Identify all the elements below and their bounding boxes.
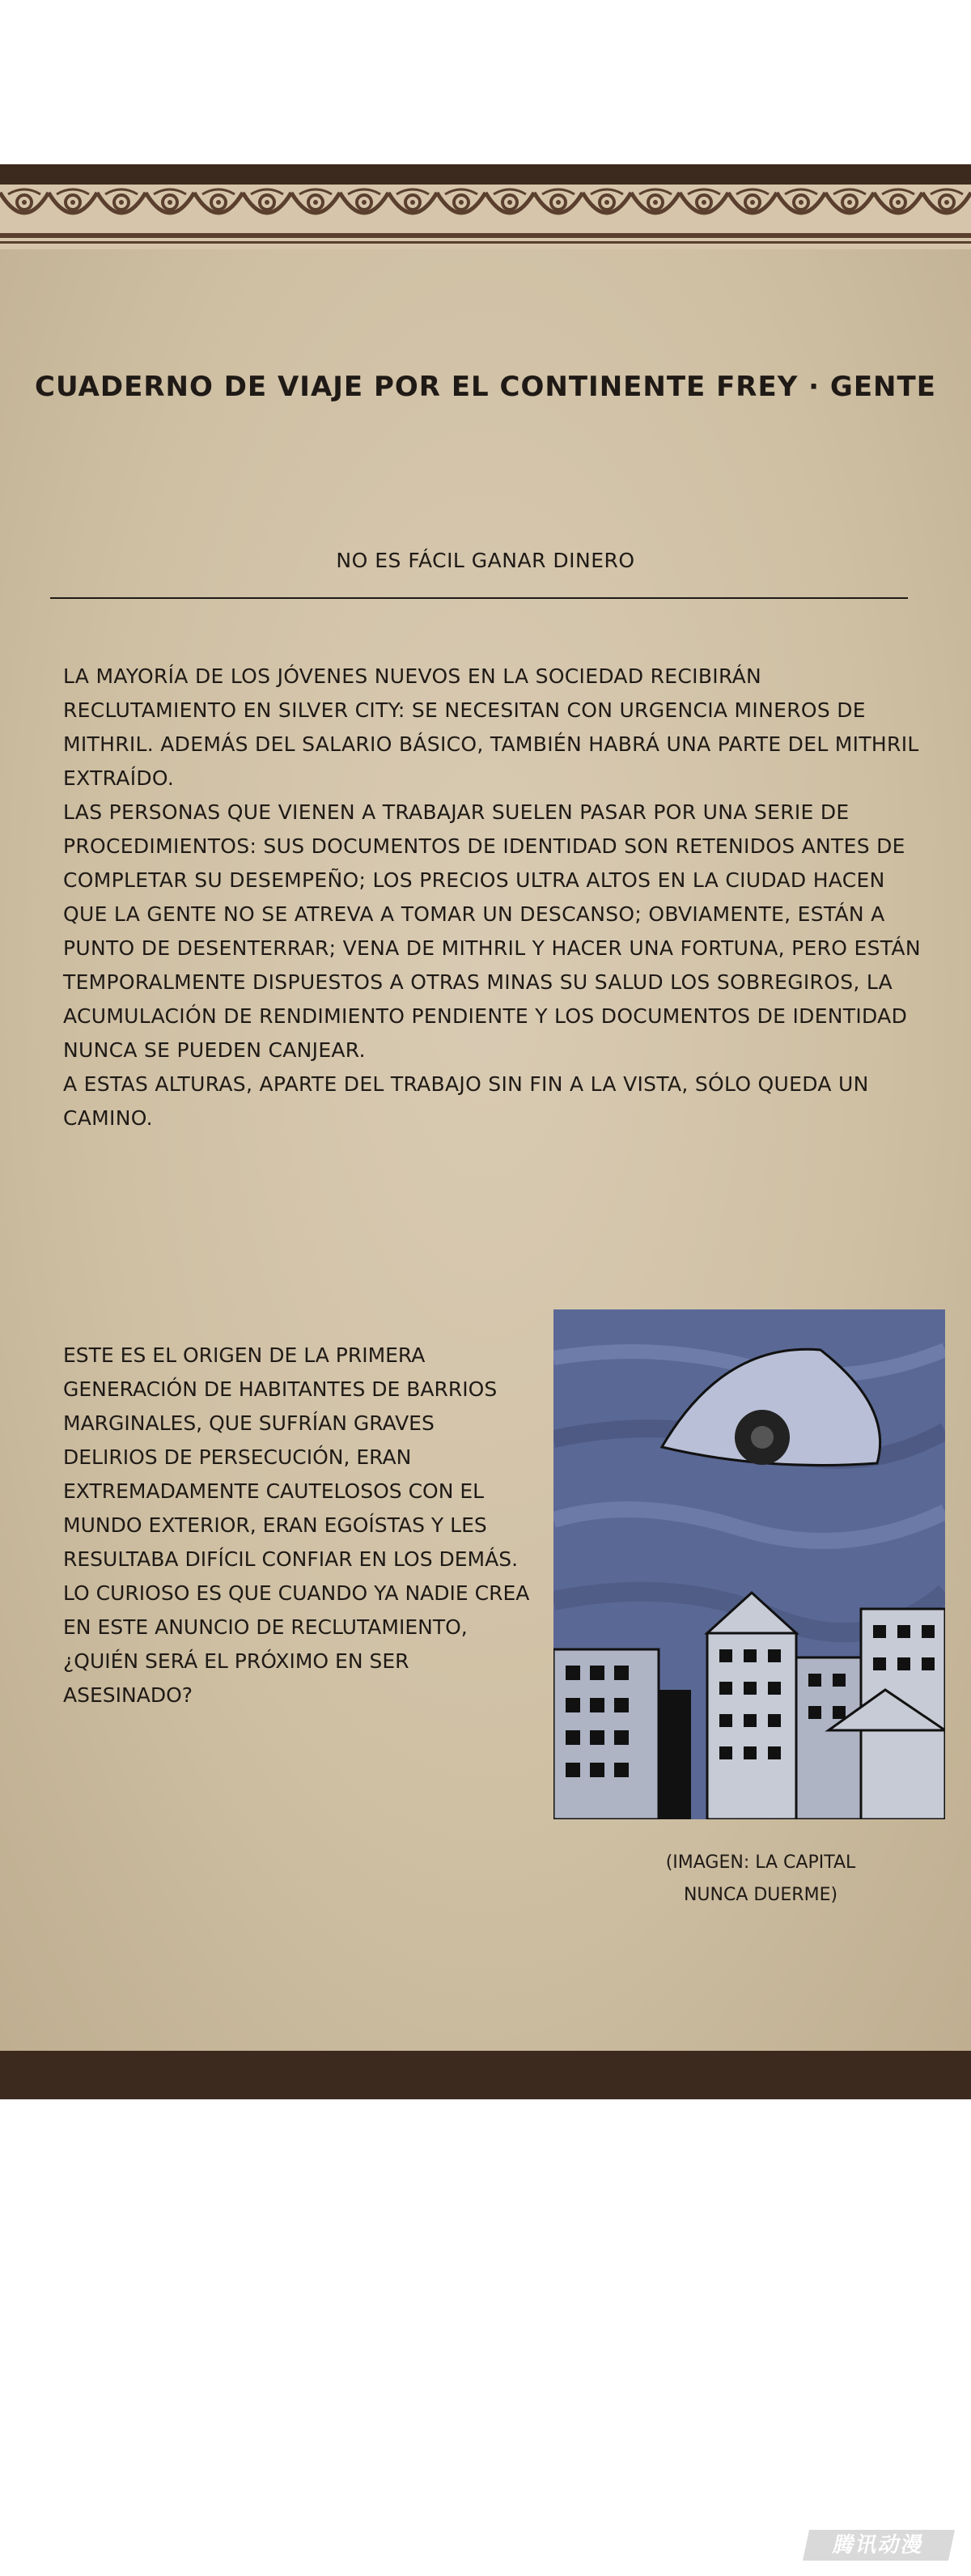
caption-line: (IMAGEN: LA CAPITAL <box>665 1852 856 1873</box>
side-paragraph: ESTE ES EL ORIGEN DE LA PRIMERA GENERACIÓN DE HABITANTES DE BARRIOS MARGINALES, QUE SUFRÍAN GRAVES DELIRIOS DE PERSECUCIÓN, ERAN EXTREMADAMENTE CAUTELOSOS CON EL MUNDO EXTERIOR, ERAN EGOÍSTAS Y LES RESULTABA DIFÍCIL CONFIAR EN LOS DEMÁS. <box>63 1343 519 1571</box>
caption-line: NUNCA DUERME) <box>683 1885 838 1905</box>
main-paragraph: LA MAYORÍA DE LOS JÓVENES NUEVOS EN LA SOCIEDAD RECIBIRÁN RECLUTAMIENTO EN SILVER CITY: SE NECESITAN CON URGENCIA MINEROS DE MITHRIL. ADEMÁS DEL SALARIO BÁSICO, TAMBIÉN HABRÁ UNA PARTE DEL MITHRIL EXTRAÍDO. <box>63 664 919 790</box>
lace-pattern <box>0 185 971 249</box>
main-paragraph: LAS PERSONAS QUE VIENEN A TRABAJAR SUELEN PASAR POR UNA SERIE DE PROCEDIMIENTOS: SUS DOCUMENTOS DE IDENTIDAD SON RETENIDOS ANTES DE COMPLETAR SU DESEMPEÑO; LOS PRECIOS ULTRA ALTOS EN LA CIUDAD HACEN QUE LA GENTE NO SE ATREVA A TOMAR UN DESCANSO; OBVIAMENTE, ESTÁN A PUNTO DE DESENTERRAR; VENA DE MITHRIL Y HACER UNA FORTUNA, PERO ESTÁN TEMPORALMENTE DISPUESTOS A OTRAS MINAS SU SALUD LOS SOBREGIROS, LA ACUMULACIÓN DE RENDIMIENTO PENDIENTE Y LOS DOCUMENTOS DE IDENTIDAD NUNCA SE PUEDEN CANJEAR. <box>63 800 921 1062</box>
main-text-block <box>63 660 921 1135</box>
lace-border <box>0 185 971 249</box>
divider-line <box>50 597 908 599</box>
capital-illustration <box>553 1309 945 1819</box>
page-title: CUADERNO DE VIAJE POR EL CONTINENTE FREY · GENTE <box>35 371 936 403</box>
section-subtitle: NO ES FÁCIL GANAR DINERO <box>336 549 635 572</box>
side-paragraph: LO CURIOSO ES QUE CUANDO YA NADIE CREA EN ESTE ANUNCIO DE RECLUTAMIENTO, ¿QUIÉN SERÁ EL PRÓXIMO EN SER ASESINADO? <box>63 1581 530 1707</box>
top-border-band <box>0 164 971 185</box>
main-paragraph: A ESTAS ALTURAS, APARTE DEL TRABAJO SIN FIN A LA VISTA, SÓLO QUEDA UN CAMINO. <box>63 1072 869 1130</box>
bottom-border-band <box>0 2051 971 2099</box>
side-text-block <box>63 1339 532 1712</box>
eye-city-drawing <box>553 1309 945 1819</box>
watermark-logo: 腾讯动漫 <box>803 2530 955 2561</box>
image-caption <box>623 1847 898 1912</box>
